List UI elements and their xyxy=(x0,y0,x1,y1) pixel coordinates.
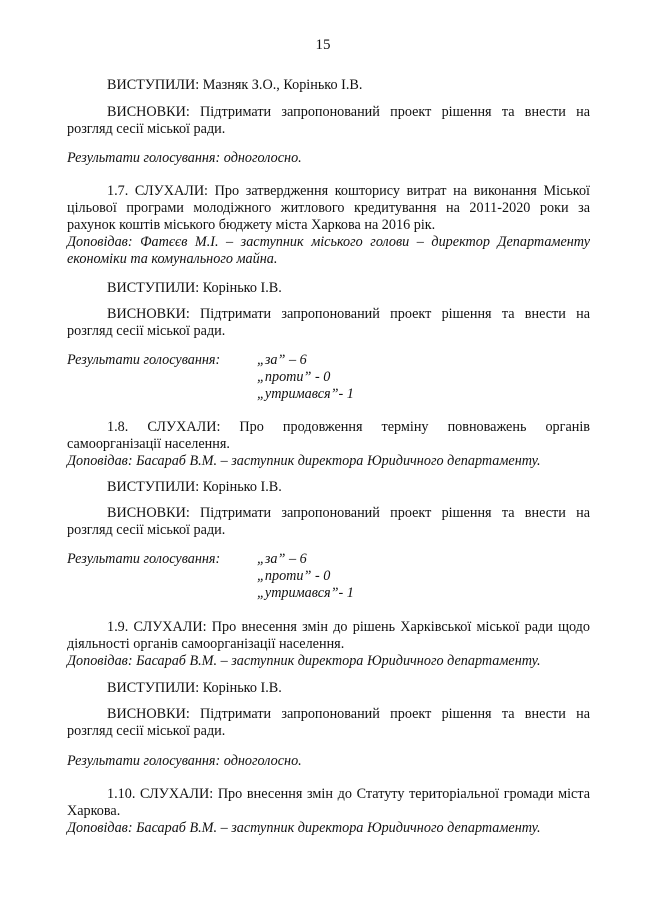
reporter-line: Доповідав: Басараб В.М. – заступник директора Юридичного департаменту. xyxy=(67,653,541,669)
reporter-line: Доповідав: Басараб В.М. – заступник директора Юридичного департаменту. xyxy=(67,453,541,469)
agenda-item-1-9: 1.9. СЛУХАЛИ: Про внесення змін до рішень Харківської міської ради щодо діяльності органів самоорганізації населення. xyxy=(67,619,590,652)
voting-results-label: Результати голосування: xyxy=(67,551,221,567)
vote-against: „проти” - 0 xyxy=(257,568,331,584)
agenda-item-1-8: 1.8. СЛУХАЛИ: Про продовження терміну повноважень органів xyxy=(107,419,590,435)
conclusions-paragraph: ВИСНОВКИ: Підтримати запропонований проект рішення та внести на розгляд сесії міської ради. xyxy=(67,104,590,137)
speakers-line: ВИСТУПИЛИ: Корінько І.В. xyxy=(107,680,282,696)
voting-results-line: Результати голосування: одноголосно. xyxy=(67,753,302,769)
agenda-item-1-10: 1.10. СЛУХАЛИ: Про внесення змін до Статуту територіальної громади міста Харкова. xyxy=(67,786,590,819)
reporter-line: Доповідав: Басараб В.М. – заступник директора Юридичного департаменту. xyxy=(67,820,541,836)
voting-results-values xyxy=(257,551,354,602)
reporter-line: Доповідав: Фатєєв М.І. – заступник міського голови – директор Департаменту економіки та комунального майна. xyxy=(67,234,590,267)
conclusions-paragraph: ВИСНОВКИ: Підтримати запропонований проект рішення та внести на розгляд сесії міської ради. xyxy=(67,706,590,739)
vote-abstained: „утримався”- 1 xyxy=(257,386,354,402)
vote-for: „за” – 6 xyxy=(257,352,307,368)
conclusions-paragraph: ВИСНОВКИ: Підтримати запропонований проект рішення та внести на розгляд сесії міської ради. xyxy=(67,306,590,339)
vote-against: „проти” - 0 xyxy=(257,369,331,385)
voting-results-values xyxy=(257,352,354,403)
speakers-line: ВИСТУПИЛИ: Корінько І.В. xyxy=(107,280,282,296)
conclusions-paragraph: ВИСНОВКИ: Підтримати запропонований проект рішення та внести на розгляд сесії міської ради. xyxy=(67,505,590,538)
vote-abstained: „утримався”- 1 xyxy=(257,585,354,601)
agenda-item-1-8-continued: самоорганізації населення. xyxy=(67,436,230,452)
speakers-line: ВИСТУПИЛИ: Корінько І.В. xyxy=(107,479,282,495)
page-number: 15 xyxy=(315,37,331,53)
vote-for: „за” – 6 xyxy=(257,551,307,567)
voting-results-label: Результати голосування: xyxy=(67,352,221,368)
voting-results-line: Результати голосування: одноголосно. xyxy=(67,150,302,166)
speakers-line: ВИСТУПИЛИ: Мазняк З.О., Корінько І.В. xyxy=(107,77,363,93)
agenda-item-1-7: 1.7. СЛУХАЛИ: Про затвердження кошторису витрат на виконання Міської цільової програми молодіжного житлового кредитування на 2011-2020 роки за рахунок коштів міського бюджету міста Харкова на 2016 рік. xyxy=(67,183,590,233)
